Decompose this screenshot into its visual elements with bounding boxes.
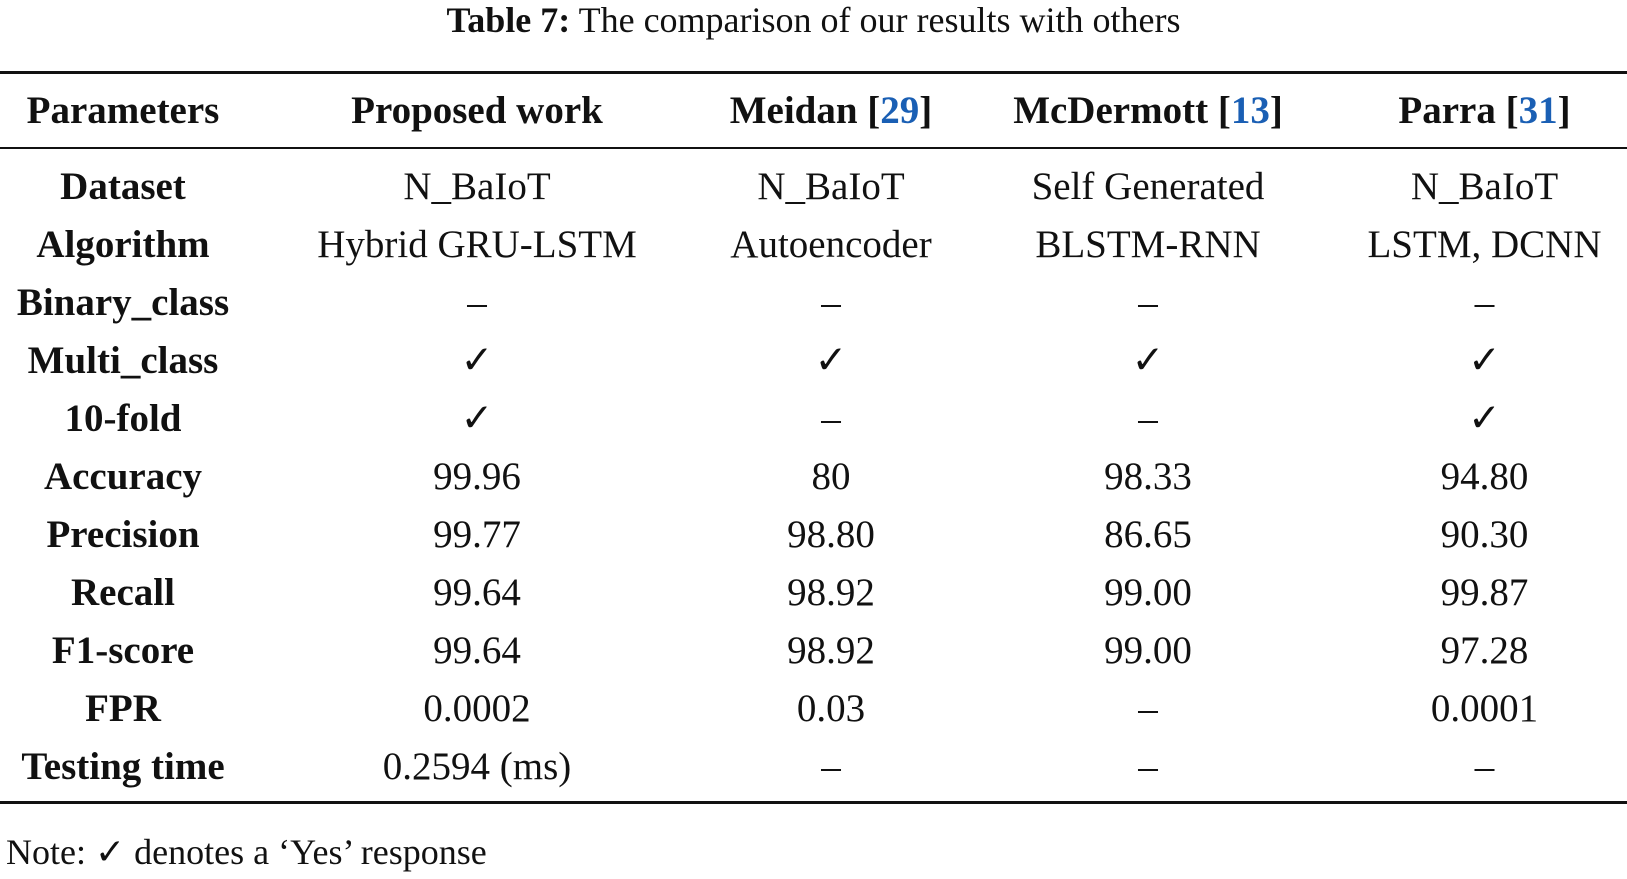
param-cell: Testing time — [21, 744, 225, 788]
meidan-cell: 98.80 — [787, 512, 875, 556]
parra-cell: LSTM, DCNN — [1367, 222, 1602, 266]
table-row — [0, 147, 1627, 215]
meidan-cell: – — [821, 396, 841, 440]
mcdermott-cell: BLSTM-RNN — [1035, 222, 1261, 266]
table-caption — [0, 0, 1627, 40]
header-meidan: Meidan [29] — [729, 89, 933, 132]
param-cell: Multi_class — [27, 338, 219, 382]
proposed-cell: 0.0002 — [423, 686, 531, 730]
parra-cell: ✓ — [1468, 338, 1501, 382]
param-cell: 10-fold — [64, 396, 182, 440]
mcdermott-cell: – — [1138, 744, 1158, 788]
header-parra-name: Parra — [1398, 89, 1496, 132]
caption-text: The comparison of our results with others — [578, 0, 1181, 40]
parra-cell: ✓ — [1468, 396, 1501, 440]
proposed-cell: 99.64 — [433, 570, 521, 614]
table-row — [0, 389, 1627, 447]
comparison-table — [0, 74, 1627, 795]
citation-link-mcdermott[interactable]: 13 — [1230, 89, 1270, 132]
table-row — [0, 215, 1627, 273]
table-row — [0, 621, 1627, 679]
citation-link-parra[interactable]: 31 — [1518, 89, 1558, 132]
table-note: Note: ✓ denotes a ‘Yes’ response — [6, 832, 487, 872]
mcdermott-cell: – — [1138, 686, 1158, 730]
table-row — [0, 737, 1627, 795]
header-parameters: Parameters — [26, 89, 220, 132]
table-row — [0, 331, 1627, 389]
proposed-cell: 99.77 — [433, 512, 521, 556]
proposed-cell: Hybrid GRU-LSTM — [317, 222, 637, 266]
parra-cell: N_BaIoT — [1410, 164, 1559, 208]
citation-link-meidan[interactable]: 29 — [880, 89, 920, 132]
mcdermott-cell: 86.65 — [1104, 512, 1192, 556]
header-meidan-name: Meidan — [729, 89, 858, 132]
parra-cell: – — [1474, 744, 1495, 788]
parra-cell: 90.30 — [1440, 512, 1529, 556]
parra-cell: 99.87 — [1440, 570, 1529, 614]
parra-cell: – — [1474, 280, 1495, 324]
parra-cell: 0.0001 — [1430, 686, 1539, 730]
meidan-cell: ✓ — [814, 338, 848, 382]
param-cell: Precision — [46, 512, 200, 556]
param-cell: F1-score — [51, 628, 195, 672]
meidan-cell: N_BaIoT — [757, 164, 905, 208]
param-cell: Dataset — [60, 164, 186, 208]
mcdermott-cell: ✓ — [1131, 338, 1165, 382]
header-proposed-work: Proposed work — [351, 89, 603, 132]
proposed-cell: 99.96 — [433, 454, 521, 498]
param-cell: FPR — [85, 686, 161, 730]
mcdermott-cell: – — [1138, 280, 1158, 324]
table-bottom-rule — [0, 801, 1627, 804]
table-row — [0, 447, 1627, 505]
proposed-cell: ✓ — [460, 396, 494, 440]
meidan-cell: 80 — [811, 454, 851, 498]
mcdermott-cell: 99.00 — [1104, 628, 1192, 672]
param-cell: Accuracy — [43, 454, 203, 498]
table-header-row — [0, 74, 1627, 147]
meidan-cell: – — [821, 744, 841, 788]
meidan-cell: 98.92 — [787, 570, 875, 614]
meidan-cell: 0.03 — [796, 686, 866, 730]
meidan-cell: Autoencoder — [730, 222, 932, 266]
header-mcdermott: McDermott [13] — [1013, 89, 1283, 132]
header-mcdermott-name: McDermott — [1013, 89, 1209, 132]
meidan-cell: – — [821, 280, 841, 324]
caption-label: Table 7: — [446, 0, 571, 40]
proposed-cell: – — [467, 280, 487, 324]
parra-cell: 94.80 — [1440, 454, 1529, 498]
param-cell: Recall — [71, 570, 175, 614]
proposed-cell: 99.64 — [433, 628, 521, 672]
param-cell: Algorithm — [36, 222, 210, 266]
proposed-cell: ✓ — [460, 338, 494, 382]
proposed-cell: 0.2594 (ms) — [382, 744, 572, 788]
proposed-cell: N_BaIoT — [403, 164, 551, 208]
header-parra: Parra [31] — [1398, 89, 1571, 132]
param-cell: Binary_class — [16, 280, 230, 324]
table-row — [0, 679, 1627, 737]
meidan-cell: 98.92 — [787, 628, 875, 672]
parra-cell: 97.28 — [1440, 628, 1529, 672]
mcdermott-cell: 99.00 — [1104, 570, 1192, 614]
mcdermott-cell: – — [1138, 396, 1158, 440]
mcdermott-cell: Self Generated — [1031, 164, 1265, 208]
table-row — [0, 563, 1627, 621]
table-row — [0, 273, 1627, 331]
table-row — [0, 505, 1627, 563]
mcdermott-cell: 98.33 — [1104, 454, 1192, 498]
